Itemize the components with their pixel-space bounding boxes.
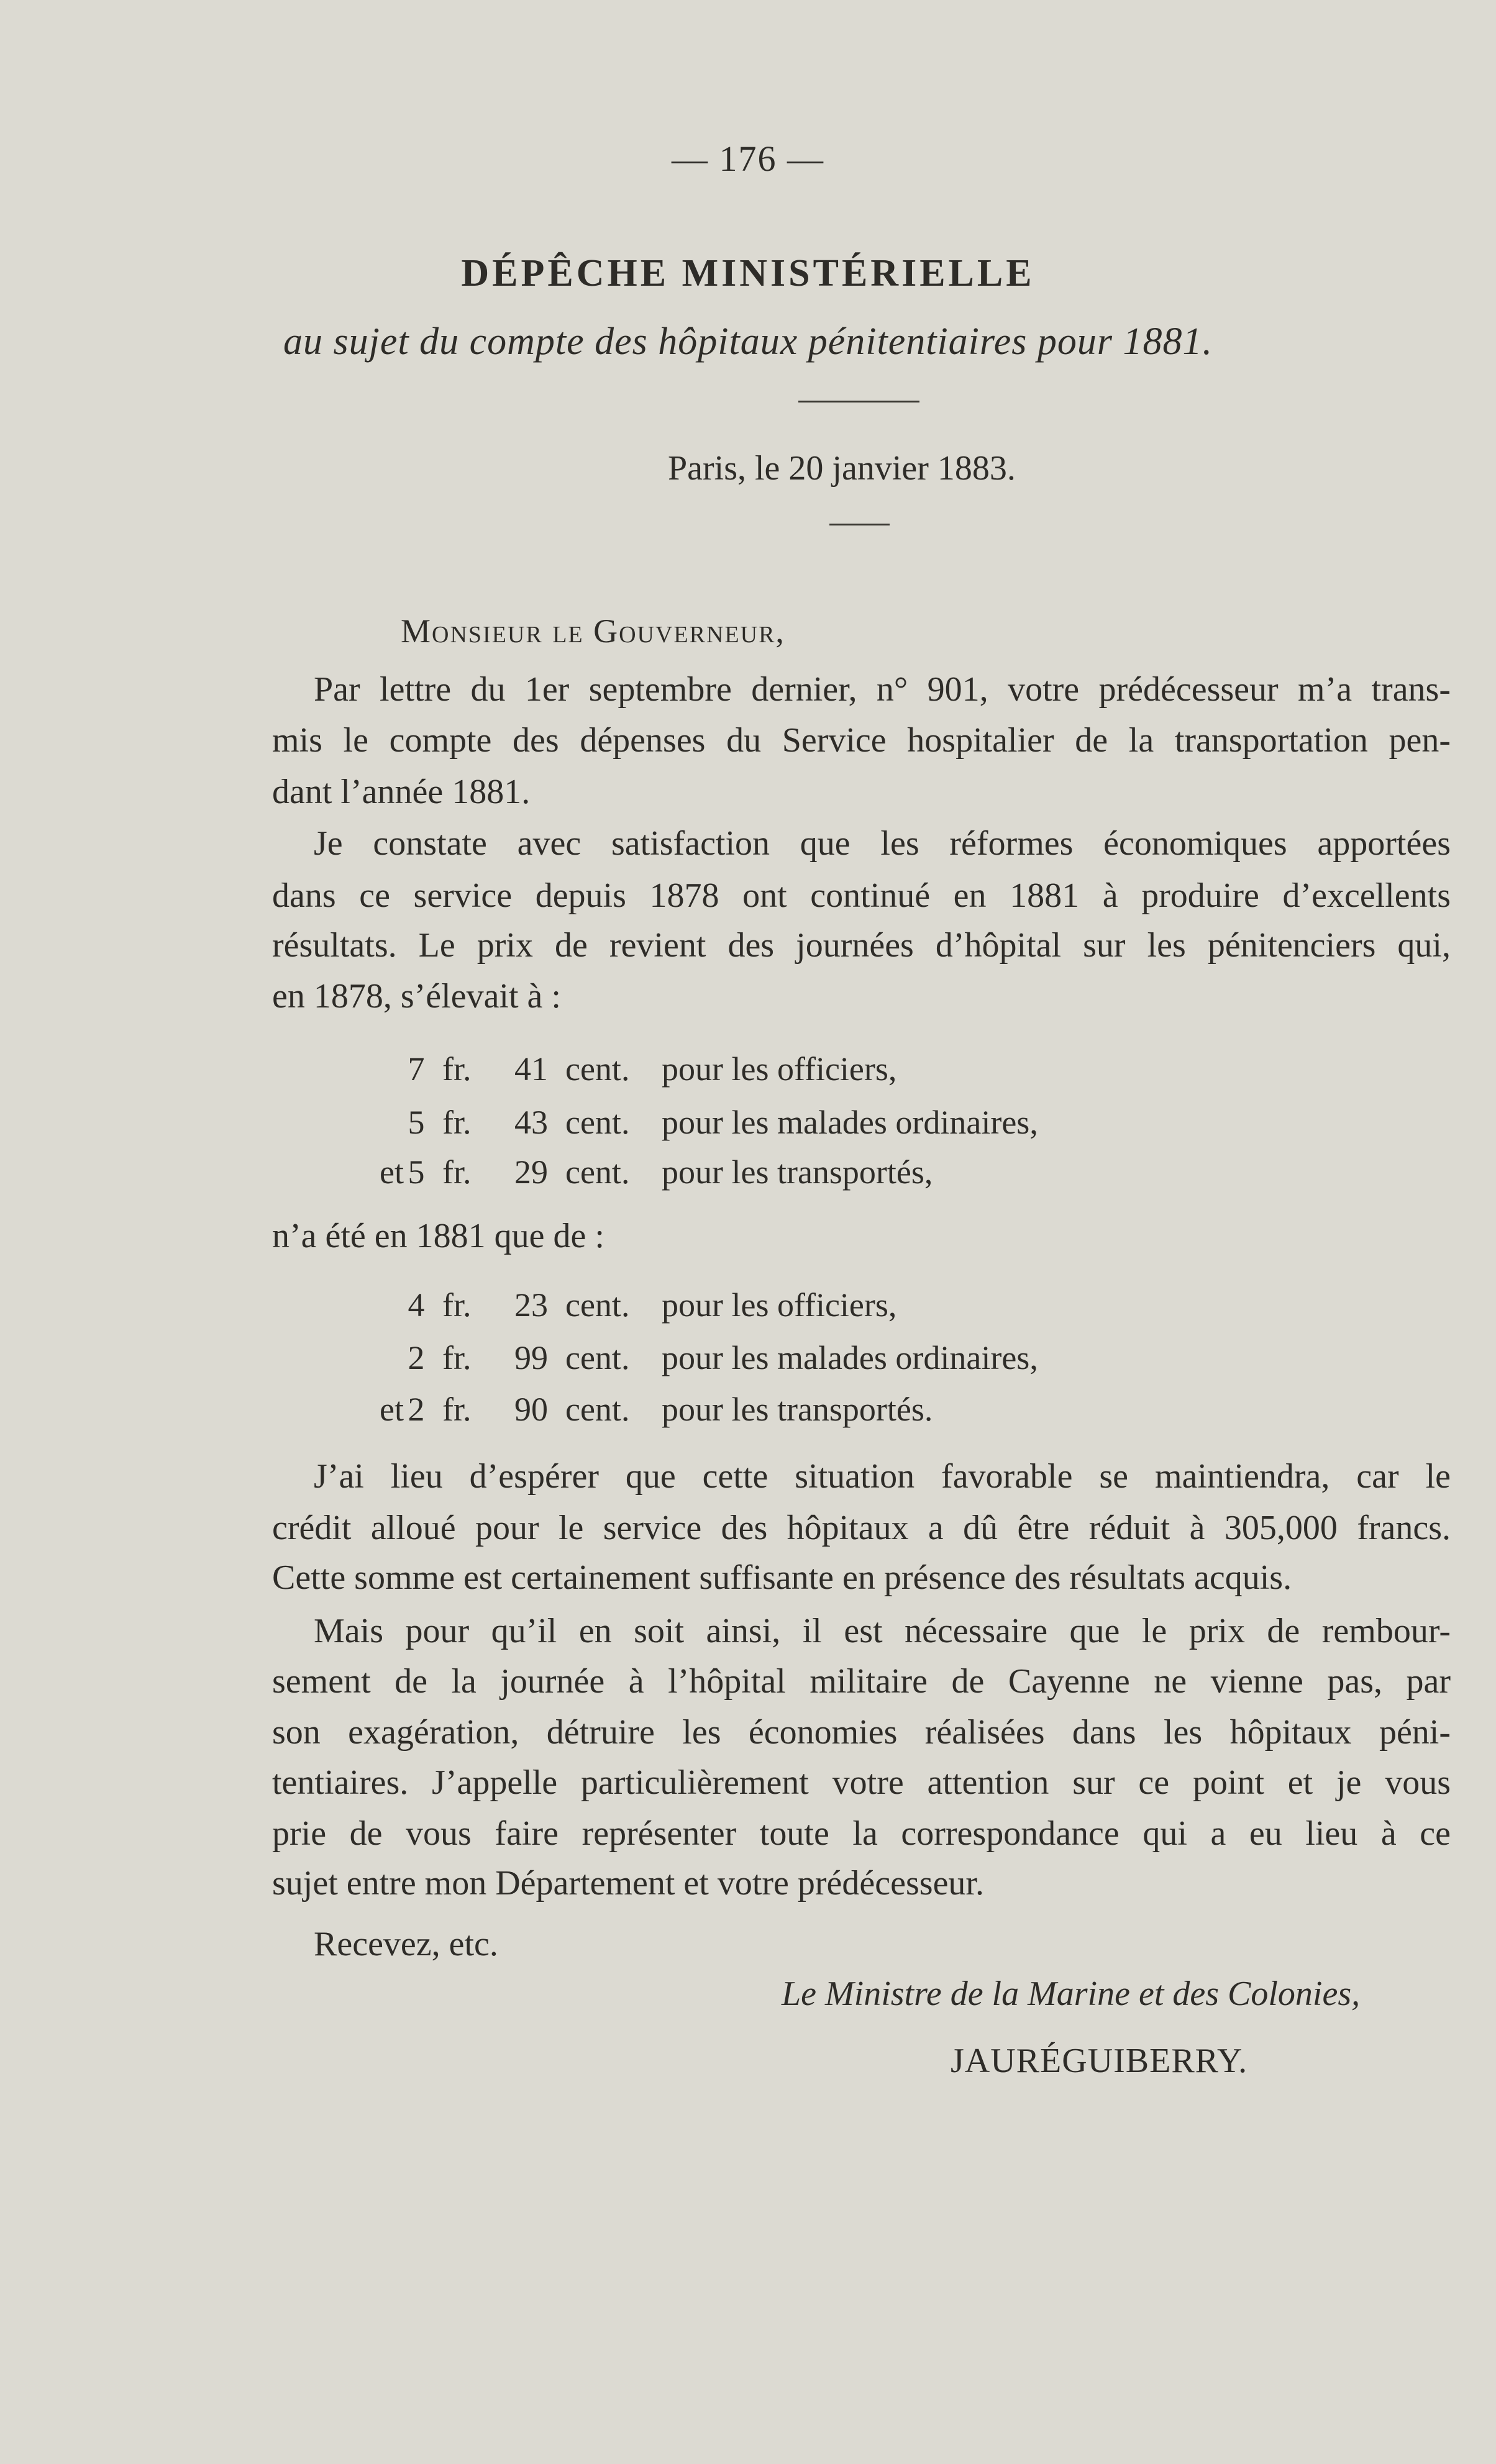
cents-value: 29	[514, 1153, 548, 1191]
cents-value: 43	[514, 1104, 548, 1141]
body-line: tentiaires. J’appelle particulièrement votre attention sur ce point et je vous	[272, 1763, 1451, 1802]
body-line: Par lettre du 1er septembre dernier, n° 901, votre prédécesseur m’a trans-	[314, 670, 1451, 709]
body-line: crédit alloué pour le service des hôpitaux a dû être réduit à 305,000 francs.	[272, 1509, 1451, 1547]
row-description: pour les officiers,	[662, 1050, 897, 1088]
row-description: pour les transportés.	[662, 1391, 933, 1428]
salutation: Monsieur le Gouverneur,	[401, 612, 785, 650]
body-line: Mais pour qu’il en soit ainsi, il est nécessaire que le prix de rembour-	[314, 1612, 1451, 1650]
body-line: dans ce service depuis 1878 ont continué en 1881 à produire d’excellents	[272, 876, 1451, 915]
body-line: Cette somme est certainement suffisante en présence des résultats acquis.	[272, 1558, 1292, 1597]
francs-value: 2	[408, 1339, 425, 1376]
date-divider	[829, 524, 890, 525]
cents-label: cent.	[565, 1391, 630, 1428]
row-description: pour les transportés,	[662, 1153, 933, 1191]
francs-label: fr.	[442, 1286, 472, 1324]
row-prefix: et	[380, 1153, 404, 1191]
cents-label: cent.	[565, 1153, 630, 1191]
cents-value: 41	[514, 1050, 548, 1088]
body-line: en 1878, s’élevait à :	[272, 977, 561, 1016]
cents-value: 90	[514, 1391, 548, 1428]
body-line: sujet entre mon Département et votre prédécesseur.	[272, 1864, 984, 1903]
signature-name: JAURÉGUIBERRY.	[951, 2042, 1248, 2080]
cents-label: cent.	[565, 1339, 630, 1376]
francs-value: 2	[408, 1391, 425, 1428]
row-description: pour les officiers,	[662, 1286, 897, 1324]
francs-value: 5	[408, 1104, 425, 1141]
francs-label: fr.	[442, 1391, 472, 1428]
page-number: — 176 —	[672, 139, 824, 179]
row-description: pour les malades ordinaires,	[662, 1339, 1038, 1376]
francs-value: 4	[408, 1286, 425, 1324]
body-line: n’a été en 1881 que de :	[272, 1217, 604, 1255]
cents-label: cent.	[565, 1050, 630, 1088]
cents-value: 23	[514, 1286, 548, 1324]
francs-value: 7	[408, 1050, 425, 1088]
body-line: son exagération, détruire les économies réalisées dans les hôpitaux péni-	[272, 1713, 1451, 1752]
cents-value: 99	[514, 1339, 548, 1376]
francs-label: fr.	[442, 1104, 472, 1141]
cents-label: cent.	[565, 1286, 630, 1324]
dateline: Paris, le 20 janvier 1883.	[668, 449, 1016, 488]
dispatch-title: DÉPÊCHE MINISTÉRIELLE	[461, 252, 1035, 294]
francs-label: fr.	[442, 1339, 472, 1376]
body-line: J’ai lieu d’espérer que cette situation favorable se maintiendra, car le	[314, 1457, 1451, 1496]
body-line: sement de la journée à l’hôpital militaire de Cayenne ne vienne pas, par	[272, 1662, 1451, 1701]
body-line: dant l’année 1881.	[272, 773, 531, 811]
title-divider	[798, 401, 919, 402]
body-line: résultats. Le prix de revient des journées d’hôpital sur les pénitenciers qui,	[272, 926, 1451, 965]
body-line: prie de vous faire représenter toute la correspondance qui a eu lieu à ce	[272, 1814, 1451, 1853]
cents-label: cent.	[565, 1104, 630, 1141]
francs-label: fr.	[442, 1050, 472, 1088]
francs-value: 5	[408, 1153, 425, 1191]
closing: Recevez, etc.	[314, 1925, 498, 1963]
row-description: pour les malades ordinaires,	[662, 1104, 1038, 1141]
body-line: Je constate avec satisfaction que les réformes économiques apportées	[314, 824, 1451, 863]
row-prefix: et	[380, 1391, 404, 1428]
body-line: mis le compte des dépenses du Service hospitalier de la transportation pen-	[272, 721, 1451, 760]
dispatch-subtitle: au sujet du compte des hôpitaux pénitentiaires pour 1881.	[283, 321, 1213, 363]
signature-title: Le Ministre de la Marine et des Colonies,	[782, 1975, 1361, 2013]
francs-label: fr.	[442, 1153, 472, 1191]
